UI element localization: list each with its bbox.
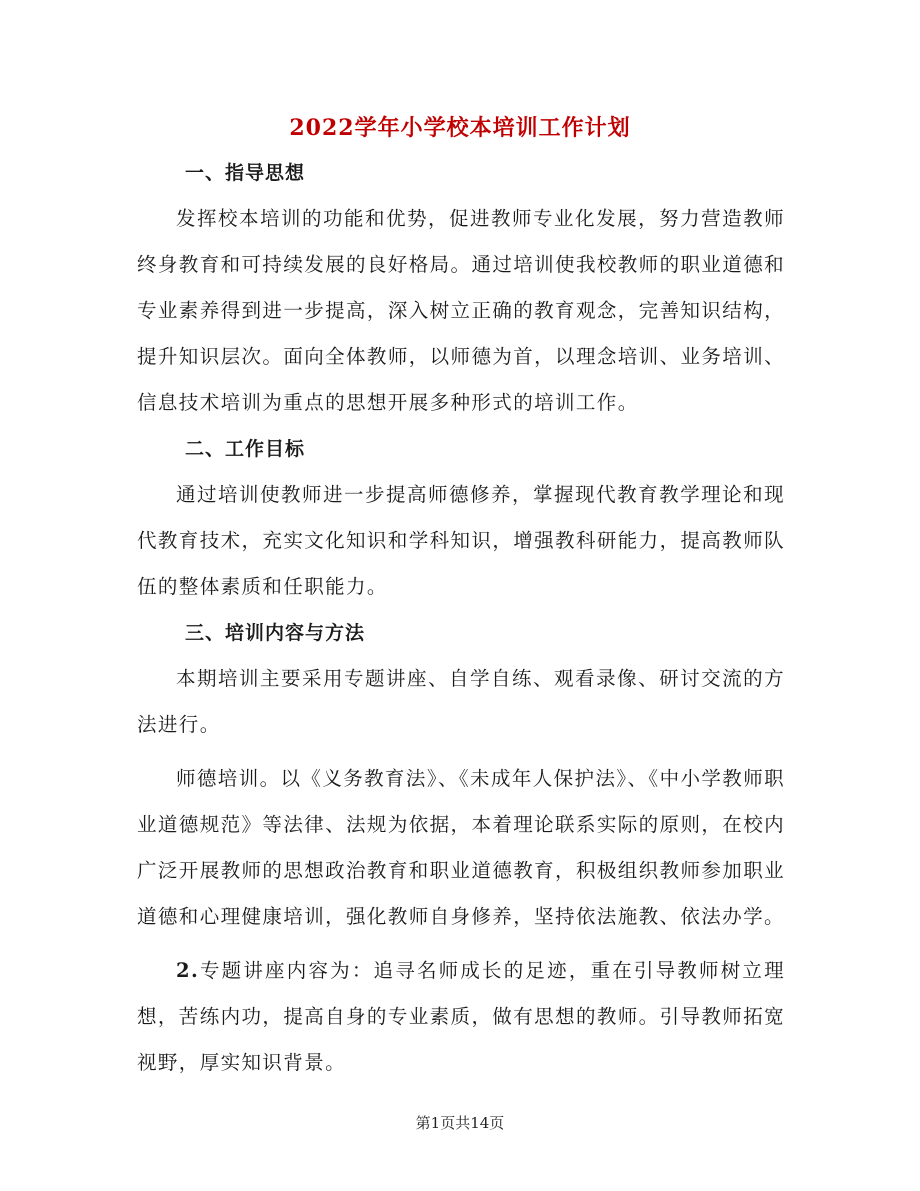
numbered-paragraph xyxy=(137,948,785,1086)
document-title: 2022学年小学校本培训工作计划 xyxy=(289,115,631,141)
paragraph: 发挥校本培训的功能和优势，促进教师专业化发展，努力营造教师终身教育和可持续发展的良好格局。通过培训使我校教师的职业道德和专业素养得到进一步提高，深入树立正确的教育观念，完善知识结构，提升知识层次。面向全体教师，以师德为首，以理念培训、业务培训、信息技术培训为重点的思想开展多种形式的培训工作。 xyxy=(137,207,785,414)
paragraph: 通过培训使教师进一步提高师德修养，掌握现代教育教学理论和现代教育技术，充实文化知识和学科知识，增强教科研能力，提高教师队伍的整体素质和任职能力。 xyxy=(137,483,785,598)
section-heading-content-methods: 三、培训内容与方法 xyxy=(185,622,366,644)
page-footer: 第1页共14页 xyxy=(415,1114,505,1132)
item-number: 2. xyxy=(176,959,200,982)
paragraph: 师德培训。以《义务教育法》、《未成年人保护法》、《中小学教师职业道德规范》等法律、法规为依据，本着理论联系实际的原则，在校内广泛开展教师的思想政治教育和职业道德教育，积极组织教师参加职业道德和心理健康培训，强化教师自身修养，坚持依法施教、依法办学。 xyxy=(137,767,785,928)
section-heading-work-goals: 二、工作目标 xyxy=(185,438,306,460)
document-body xyxy=(137,150,785,1086)
section-heading-guiding-thought: 一、指导思想 xyxy=(185,162,306,184)
item-text: 专题讲座内容为：追寻名师成长的足迹，重在引导教师树立理想，苦练内功，提高自身的专业素质，做有思想的教师。引导教师拓宽视野，厚实知识背景。 xyxy=(137,959,785,1074)
paragraph: 本期培训主要采用专题讲座、自学自练、观看录像、研讨交流的方法进行。 xyxy=(137,667,785,736)
